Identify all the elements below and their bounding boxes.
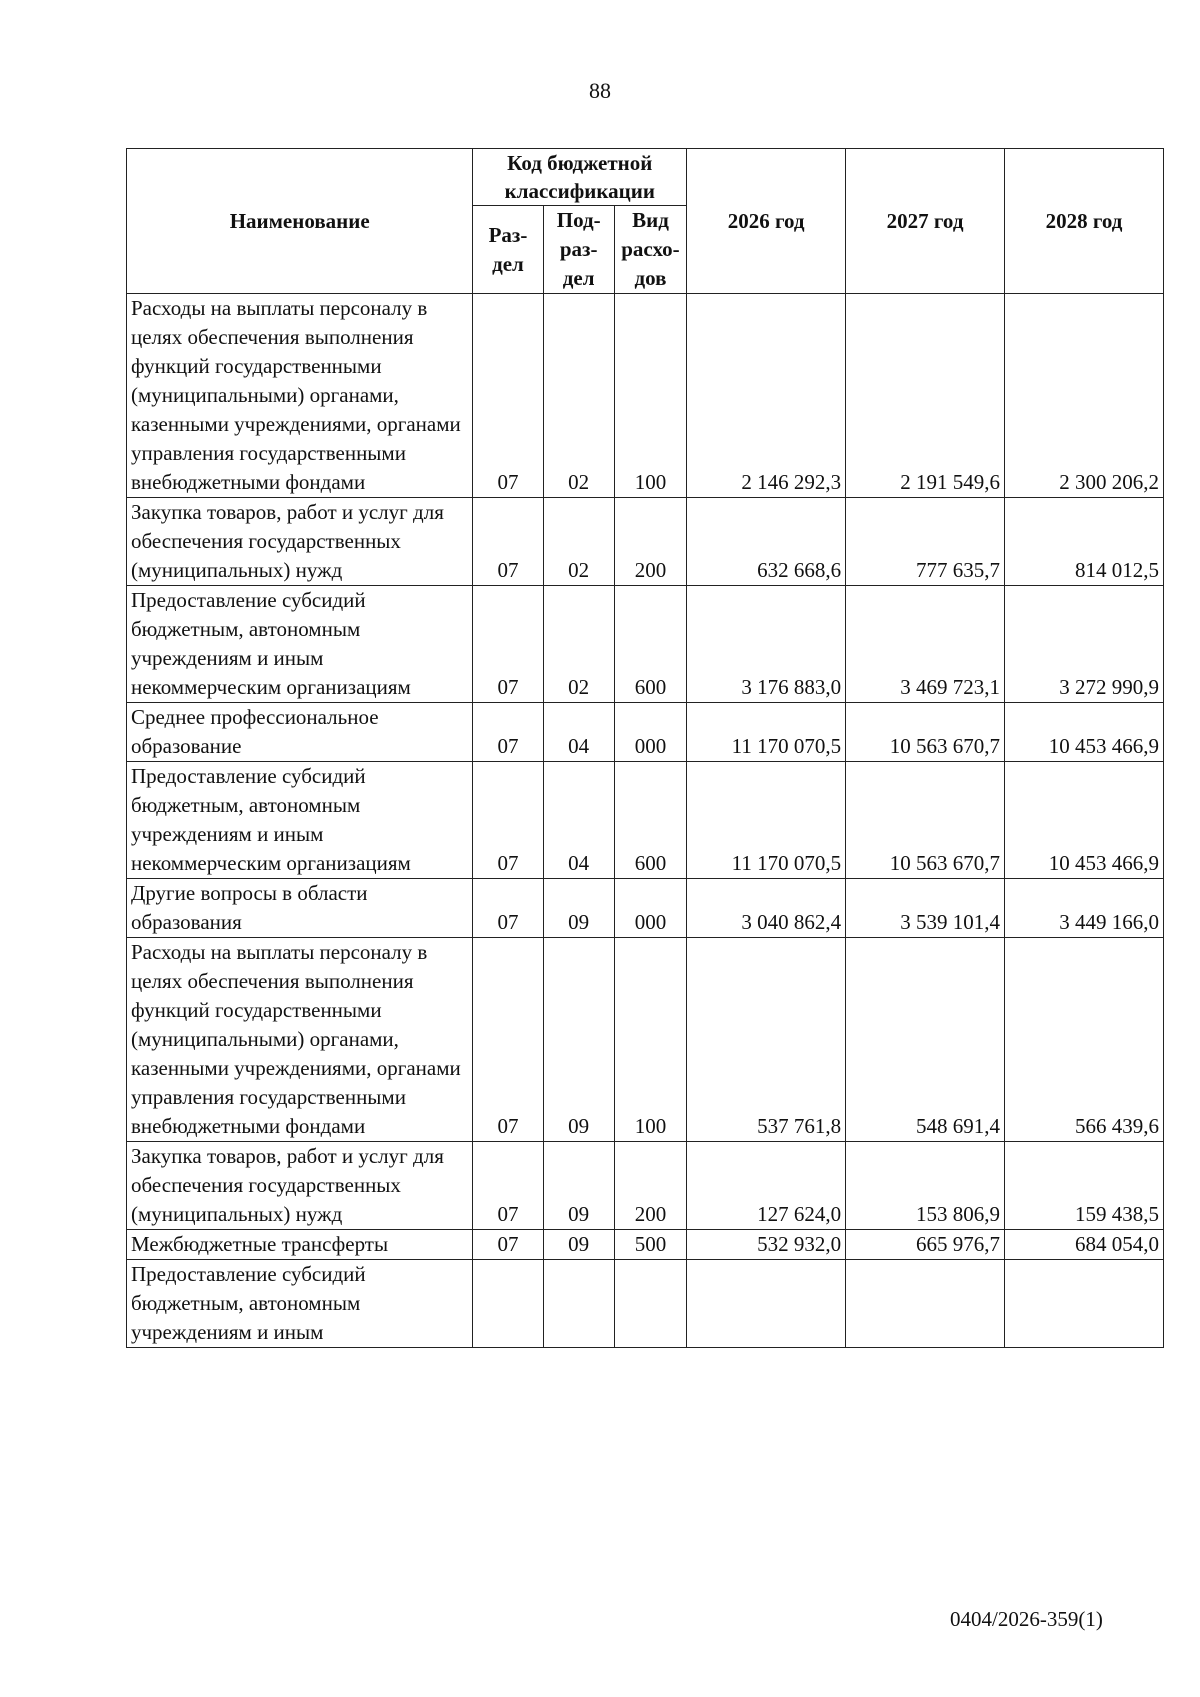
row-section: 07 xyxy=(473,879,543,938)
row-section: 07 xyxy=(473,1230,543,1260)
row-name: Межбюджетные трансферты xyxy=(127,1230,473,1260)
row-2026: 127 624,0 xyxy=(687,1142,846,1230)
row-2028: 10 453 466,9 xyxy=(1005,703,1164,762)
header-code-group: Код бюджетной классификации xyxy=(473,149,687,206)
document-code: 0404/2026-359(1) xyxy=(950,1607,1103,1631)
row-2027: 3 539 101,4 xyxy=(846,879,1005,938)
row-section: 07 xyxy=(473,938,543,1142)
row-type: 600 xyxy=(614,586,686,703)
row-2027: 548 691,4 xyxy=(846,938,1005,1142)
row-2028: 566 439,6 xyxy=(1005,938,1164,1142)
row-2028: 3 449 166,0 xyxy=(1005,879,1164,938)
row-2027: 2 191 549,6 xyxy=(846,294,1005,498)
row-type: 000 xyxy=(614,879,686,938)
row-name: Предоставление субсидий бюджетным, автономным учреждениям и иным некоммерческим организациям xyxy=(127,586,473,703)
row-name: Предоставление субсидий бюджетным, автономным учреждениям и иным xyxy=(127,1260,473,1348)
header-name: Наименование xyxy=(127,149,473,294)
row-2028: 2 300 206,2 xyxy=(1005,294,1164,498)
row-2028: 684 054,0 xyxy=(1005,1230,1164,1260)
row-2027: 153 806,9 xyxy=(846,1142,1005,1230)
row-name: Закупка товаров, работ и услуг для обеспечения государственных (муниципальных) нужд xyxy=(127,1142,473,1230)
row-2026: 11 170 070,5 xyxy=(687,703,846,762)
row-2026: 3 176 883,0 xyxy=(687,586,846,703)
row-type: 100 xyxy=(614,294,686,498)
row-section: 07 xyxy=(473,294,543,498)
row-2028: 10 453 466,9 xyxy=(1005,762,1164,879)
table-row xyxy=(127,703,1164,762)
row-type: 200 xyxy=(614,1142,686,1230)
row-2027: 10 563 670,7 xyxy=(846,762,1005,879)
row-subsection: 09 xyxy=(543,1142,614,1230)
row-subsection: 09 xyxy=(543,1230,614,1260)
row-2028 xyxy=(1005,1260,1164,1348)
row-subsection: 02 xyxy=(543,586,614,703)
row-name: Закупка товаров, работ и услуг для обеспечения государственных (муниципальных) нужд xyxy=(127,498,473,586)
row-type: 600 xyxy=(614,762,686,879)
table-row xyxy=(127,498,1164,586)
row-name: Расходы на выплаты персоналу в целях обеспечения выполнения функций государственными (муниципальными) органами, казенными учреждениями, органами управления государственными внебюджетными фондами xyxy=(127,938,473,1142)
row-section xyxy=(473,1260,543,1348)
row-2028: 3 272 990,9 xyxy=(1005,586,1164,703)
row-type: 200 xyxy=(614,498,686,586)
row-2028: 814 012,5 xyxy=(1005,498,1164,586)
header-year-2027: 2027 год xyxy=(846,149,1005,294)
table-row xyxy=(127,1260,1164,1348)
header-section: Раз-дел xyxy=(473,206,543,294)
row-2026: 532 932,0 xyxy=(687,1230,846,1260)
header-expense-type: Вид расхо-дов xyxy=(614,206,686,294)
row-2026: 632 668,6 xyxy=(687,498,846,586)
row-2026: 3 040 862,4 xyxy=(687,879,846,938)
row-subsection xyxy=(543,1260,614,1348)
table-row xyxy=(127,586,1164,703)
header-subsection: Под-раз-дел xyxy=(543,206,614,294)
row-2026: 2 146 292,3 xyxy=(687,294,846,498)
row-section: 07 xyxy=(473,762,543,879)
row-name: Предоставление субсидий бюджетным, автономным учреждениям и иным некоммерческим организациям xyxy=(127,762,473,879)
row-2027: 10 563 670,7 xyxy=(846,703,1005,762)
table-row xyxy=(127,294,1164,498)
row-subsection: 04 xyxy=(543,703,614,762)
row-2027: 3 469 723,1 xyxy=(846,586,1005,703)
table-row xyxy=(127,762,1164,879)
page-number: 88 xyxy=(589,78,611,103)
row-type: 500 xyxy=(614,1230,686,1260)
row-name: Расходы на выплаты персоналу в целях обеспечения выполнения функций государственными (муниципальными) органами, казенными учреждениями, органами управления государственными внебюджетными фондами xyxy=(127,294,473,498)
row-2027 xyxy=(846,1260,1005,1348)
table-row xyxy=(127,1230,1164,1260)
row-2026: 537 761,8 xyxy=(687,938,846,1142)
row-section: 07 xyxy=(473,703,543,762)
row-subsection: 09 xyxy=(543,938,614,1142)
row-2026 xyxy=(687,1260,846,1348)
row-subsection: 02 xyxy=(543,294,614,498)
row-2027: 777 635,7 xyxy=(846,498,1005,586)
row-2027: 665 976,7 xyxy=(846,1230,1005,1260)
table-row xyxy=(127,879,1164,938)
row-section: 07 xyxy=(473,498,543,586)
row-section: 07 xyxy=(473,1142,543,1230)
row-subsection: 09 xyxy=(543,879,614,938)
table-row xyxy=(127,1142,1164,1230)
row-section: 07 xyxy=(473,586,543,703)
header-year-2026: 2026 год xyxy=(687,149,846,294)
row-2028: 159 438,5 xyxy=(1005,1142,1164,1230)
header-year-2028: 2028 год xyxy=(1005,149,1164,294)
row-type: 100 xyxy=(614,938,686,1142)
row-subsection: 04 xyxy=(543,762,614,879)
row-2026: 11 170 070,5 xyxy=(687,762,846,879)
row-name: Среднее профессиональное образование xyxy=(127,703,473,762)
row-subsection: 02 xyxy=(543,498,614,586)
row-type xyxy=(614,1260,686,1348)
row-type: 000 xyxy=(614,703,686,762)
table-row xyxy=(127,938,1164,1142)
row-name: Другие вопросы в области образования xyxy=(127,879,473,938)
budget-table xyxy=(126,148,1164,1348)
